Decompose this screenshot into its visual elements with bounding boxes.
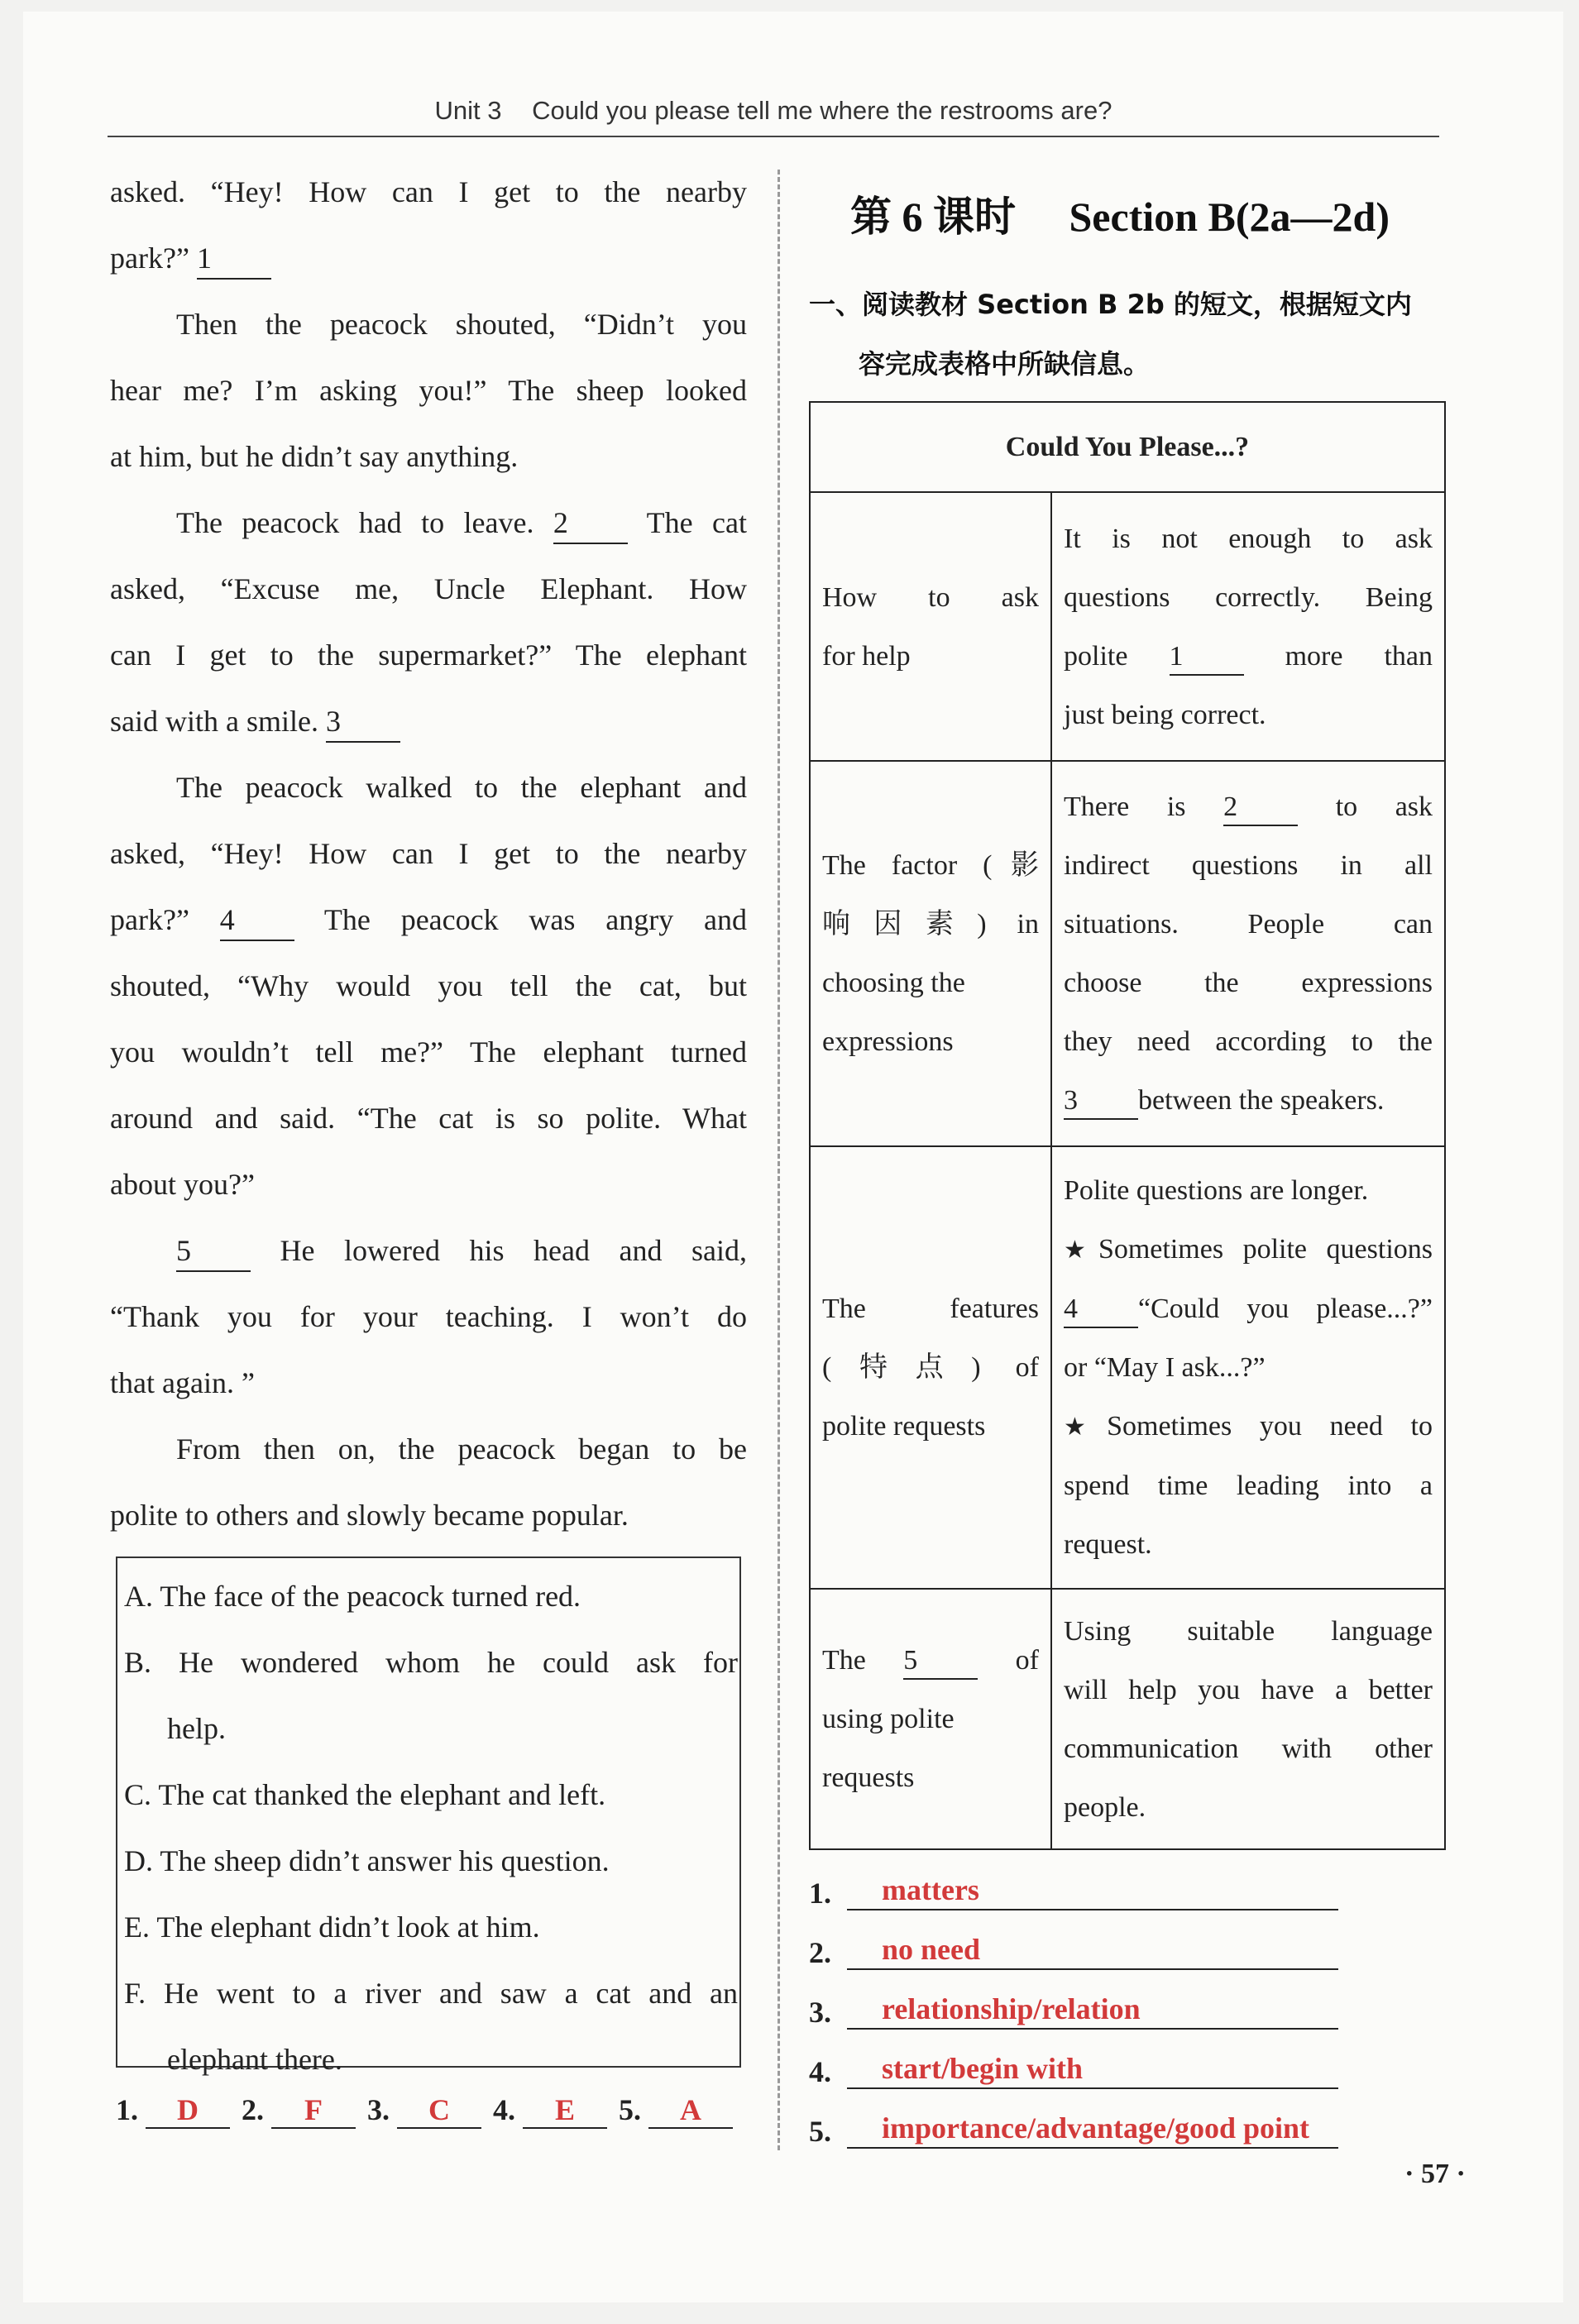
story-line: around and said. “The cat is so polite. What [110,1102,747,1135]
label-line: expressions [822,1026,954,1057]
answer-item [116,2092,230,2129]
label-line: polite requests [822,1411,986,1442]
row-content [1051,1589,1445,1849]
answer-value[interactable]: matters [847,1872,1338,1910]
answer-value[interactable]: no need [847,1932,1338,1970]
answer-number: 1. [116,2093,138,2126]
blank-4[interactable]: 4 [1064,1295,1138,1328]
content-line: There is 2 to ask [1064,777,1433,836]
answer-value[interactable]: E [523,2094,607,2129]
content-line: people. [1064,1791,1146,1823]
story-blank-2[interactable]: 2 [553,508,628,544]
label-line: for help [822,640,911,672]
answer-value[interactable]: importance/advantage/good point [847,2111,1338,2149]
story-line: The peacock had to leave. 2 The cat [110,490,747,556]
answer-item [367,2092,481,2129]
option-item: D. The sheep didn’t answer his question. [124,1844,610,1877]
table-row [810,1146,1445,1589]
row-label [810,1589,1051,1849]
section-heading [850,184,1446,243]
page-header [108,86,1439,137]
story-line: asked, “Excuse me, Uncle Elephant. How [110,572,747,605]
story-line: shouted, “Why would you tell the cat, but [110,969,747,1002]
right-answers [809,1851,1338,2149]
content-line: 3 between the speakers. [1064,1071,1433,1130]
answer-number: 3. [809,1996,831,2029]
story-line: hear me? I’m asking you!” The sheep looked [110,374,747,407]
story-line: about you?” [110,1168,255,1201]
answer-value[interactable]: F [271,2094,356,2129]
content-line: situations. People can [1064,909,1433,940]
page-number: · 57 · [1404,2159,1466,2189]
column-divider [778,170,780,2150]
story-line: at him, but he didn’t say anything. [110,440,519,473]
answer-value[interactable]: A [648,2094,733,2129]
story-text [110,159,747,1548]
answer-value[interactable]: D [146,2094,230,2129]
story-line: park?” 4 The peacock was angry and [110,887,747,953]
answer-item [242,2092,356,2129]
content-line: questions correctly. Being [1064,581,1433,613]
blank-2[interactable]: 2 [1223,793,1298,826]
story-line: asked. “Hey! How can I get to the nearby [110,175,747,208]
row-label [810,1146,1051,1589]
content-line: they need according to the [1064,1026,1433,1057]
content-line: just being correct. [1064,699,1266,730]
option-item: F. He went to a river and saw a cat and an [124,1977,738,2010]
answer-number: 4. [809,2055,831,2088]
blank-3[interactable]: 3 [1064,1087,1138,1120]
story-blank-4[interactable]: 4 [220,905,294,941]
answer-number: 4. [493,2093,515,2126]
content-line: spend time leading into a [1064,1470,1433,1501]
story-line: said with a smile. 3 [110,688,747,754]
story-line: 5 He lowered his head and said, [110,1217,747,1284]
content-line: communication with other [1064,1733,1433,1764]
answer-number: 1. [809,1877,831,1910]
instruction [809,275,1446,394]
story-line: The peacock walked to the elephant and [176,771,747,804]
table-row [810,761,1445,1146]
answer-number: 5. [809,2115,831,2148]
row-label [810,761,1051,1146]
label-line: How to ask [822,581,1039,613]
content-line: will help you have a better [1064,1674,1433,1705]
label-line: The 5 of [822,1631,1039,1690]
story-blank-5[interactable]: 5 [176,1236,251,1272]
label-line: The factor (影 [822,850,1039,881]
answer-row [809,1910,1338,1970]
option-item: C. The cat thanked the elephant and left. [124,1778,606,1811]
answer-number: 2. [242,2093,264,2126]
label-line: requests [822,1762,915,1793]
star-icon: ★ [1064,1413,1108,1442]
content-line: 4 “Could you please...?” [1064,1279,1433,1338]
row-content [1051,761,1445,1146]
story-line: From then on, the peacock began to be [176,1432,747,1466]
answer-number: 3. [367,2093,390,2126]
story-line: Then the peacock shouted, “Didn’t you [176,308,747,341]
unit-title: Could you please tell me where the restrooms are? [532,96,1112,125]
option-item: B. He wondered whom he could ask for [124,1646,738,1679]
content-line: Polite questions are longer. [1064,1175,1369,1206]
unit-label: Unit 3 [434,96,502,125]
table-row [810,492,1445,761]
lesson-number: 第 6 课时 [850,194,1016,240]
story-line: asked, “Hey! How can I get to the nearby [110,837,747,870]
content-line: request. [1064,1529,1152,1560]
content-line: It is not enough to ask [1064,523,1433,554]
star-icon: ★ [1064,1236,1098,1265]
answer-number: 5. [619,2093,641,2126]
table-row [810,1589,1445,1849]
story-blank-1[interactable]: 1 [197,243,271,280]
answer-value[interactable]: C [397,2094,481,2129]
answer-value[interactable]: relationship/relation [847,1992,1338,2030]
story-line: can I get to the supermarket?” The elephant [110,638,747,672]
answer-number: 2. [809,1936,831,1969]
section-name: Section B(2a—2d) [1069,194,1390,240]
answer-item [619,2092,733,2129]
instruction-line-2: 容完成表格中所缺信息。 [859,348,1151,380]
instruction-line-1: 一、阅读教材 Section B 2b 的短文，根据短文内 [809,289,1412,320]
option-item: E. The elephant didn’t look at him. [124,1910,540,1944]
label-line: choosing the [822,968,965,998]
option-continuation: help. [167,1712,226,1745]
content-line: indirect questions in all [1064,850,1433,881]
content-line: Using suitable language [1064,1615,1433,1647]
blank-5[interactable]: 5 [903,1647,978,1680]
info-table [809,401,1446,1850]
row-content [1051,492,1445,761]
story-line: “Thank you for your teaching. I won’t do [110,1300,747,1333]
label-line: using polite [822,1704,955,1734]
blank-1[interactable]: 1 [1170,643,1244,676]
row-label [810,492,1051,761]
content-line: ★Sometimes polite questions [1064,1234,1433,1265]
story-line: that again. ” [110,1366,255,1399]
story-line: park?” 1 [110,225,747,291]
answer-row [809,2089,1338,2149]
answer-row [809,1851,1338,1910]
left-answers [116,2092,753,2142]
options-box [116,1557,741,2076]
answer-row [809,1970,1338,2030]
label-line: (特点) of [822,1352,1039,1383]
option-continuation: elephant there. [167,2043,342,2076]
answer-value[interactable]: start/begin with [847,2051,1338,2089]
content-line: ★Sometimes you need to [1064,1411,1433,1442]
label-line: 响因素) in [822,909,1039,940]
content-line: choose the expressions [1064,968,1433,998]
content-line: or “May I ask...?” [1064,1352,1266,1383]
content-line: polite 1 more than [1064,627,1433,686]
table-heading: Could You Please...? [810,402,1445,492]
story-blank-3[interactable]: 3 [326,706,400,743]
story-line: you wouldn’t tell me?” The elephant turned [110,1035,747,1069]
label-line: The features [822,1294,1039,1324]
row-content [1051,1146,1445,1589]
answer-row [809,2030,1338,2089]
answer-item [493,2092,607,2129]
option-item: A. The face of the peacock turned red. [124,1580,581,1613]
story-line: polite to others and slowly became popular. [110,1499,629,1532]
